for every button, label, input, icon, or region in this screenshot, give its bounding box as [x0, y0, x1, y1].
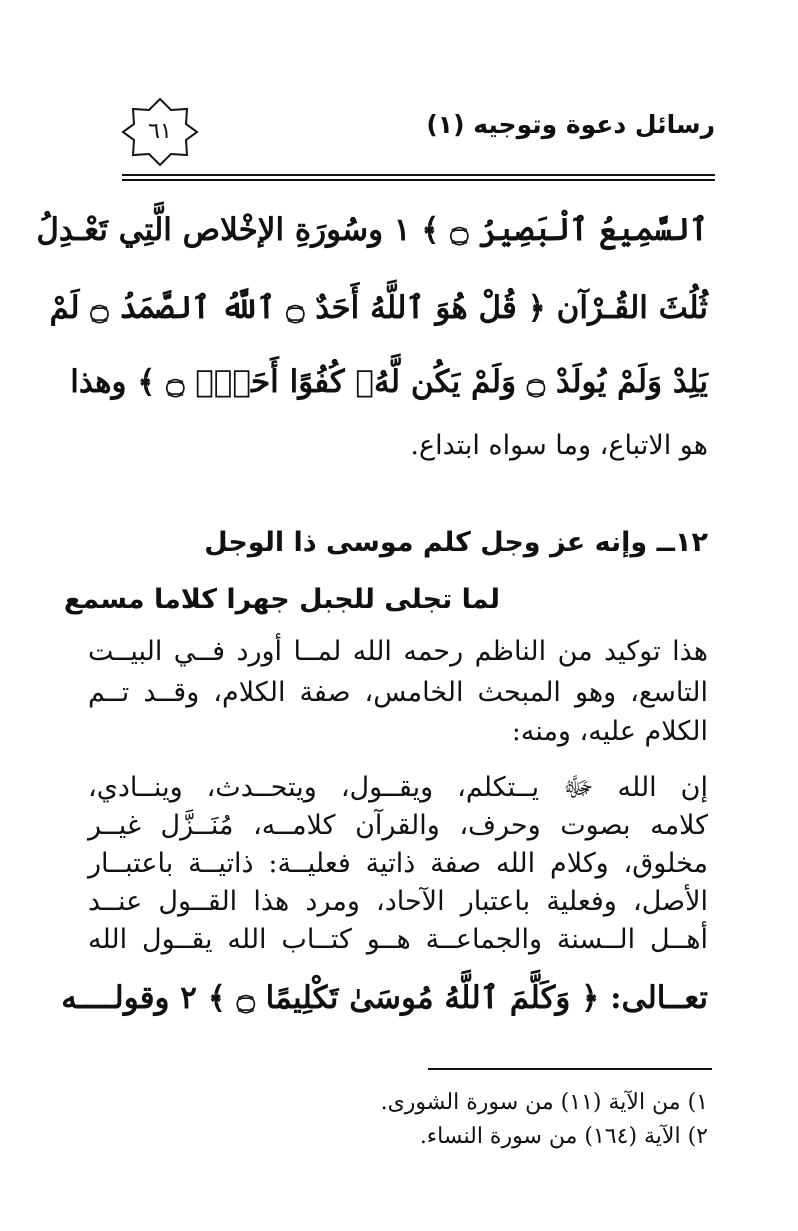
text-line: ثُلُثَ القُـرْآن ﴿ قُلْ هُوَ ٱللَّهُ أَحَدٌ ۝ ٱللَّهُ ٱلصَّمَدُ ۝ لَمْ	[49, 290, 708, 326]
page-number-badge	[120, 96, 200, 168]
section-heading-line-1: ١٢ــ وإنه عز وجل كلم موسى ذا الوجل	[204, 527, 708, 558]
text-line: يَلِدْ وَلَمْ يُولَدْ ۝ وَلَمْ يَكُن لَّهُۥ كُفُوًا أَحَدٌۢ ۝ ﴾ وهذا	[70, 364, 708, 400]
text-line: كلامه بصوت وحرف، والقرآن كلامــه، مُنَــزَّل غيــر	[88, 810, 708, 841]
text-line: أهــل الــسنة والجماعــة هــو كتــاب الله يقــول الله	[88, 924, 708, 955]
text-line: الأصل، وفعلية باعتبار الآحاد، ومرد هذا القــول عنــد	[88, 886, 708, 917]
footnote-separator	[428, 1068, 712, 1070]
footnote: ٢) الآية (١٦٤) من سورة النساء.	[419, 1124, 708, 1149]
text-line: مخلوق، وكلام الله صفة ذاتية فعليــة: ذاتيــة باعتبــار	[88, 848, 708, 879]
text-line: هذا توكيد من الناظم رحمه الله لمــا أورد فــي البيــت	[88, 636, 708, 667]
page-header	[120, 96, 715, 168]
section-heading-line-2: لما تجلى للجبل جهرا كلاما مسمع	[63, 584, 500, 615]
text-line: هو الاتباع، وما سواه ابتداع.	[410, 430, 708, 461]
running-title: رسائل دعوة وتوجيه (١)	[426, 110, 715, 139]
header-double-rule	[122, 174, 715, 182]
text-line: إن الله ﷻ يــتكلم، ويقــول، ويتحــدث، وينــادي،	[88, 772, 708, 803]
footnote: ١) من الآية (١١) من سورة الشورى.	[380, 1090, 708, 1115]
text-line: التاسع، وهو المبحث الخامس، صفة الكلام، وقــد تــم	[88, 677, 708, 708]
text-line: الكلام عليه، ومنه:	[511, 716, 708, 747]
page-number: ٦١	[148, 119, 172, 144]
text-line: تعــالى: ﴿ وَكَلَّمَ ٱللَّهُ مُوسَىٰ تَكْلِيمًا ۝ ﴾ ٢ وقولــــه	[61, 980, 708, 1016]
text-line: ٱلسَّمِيعُ ٱلْبَصِيرُ ۝ ﴾ ١ وسُورَةِ الإخْلاص الَّتِي تَعْـدِلُ	[36, 212, 708, 248]
